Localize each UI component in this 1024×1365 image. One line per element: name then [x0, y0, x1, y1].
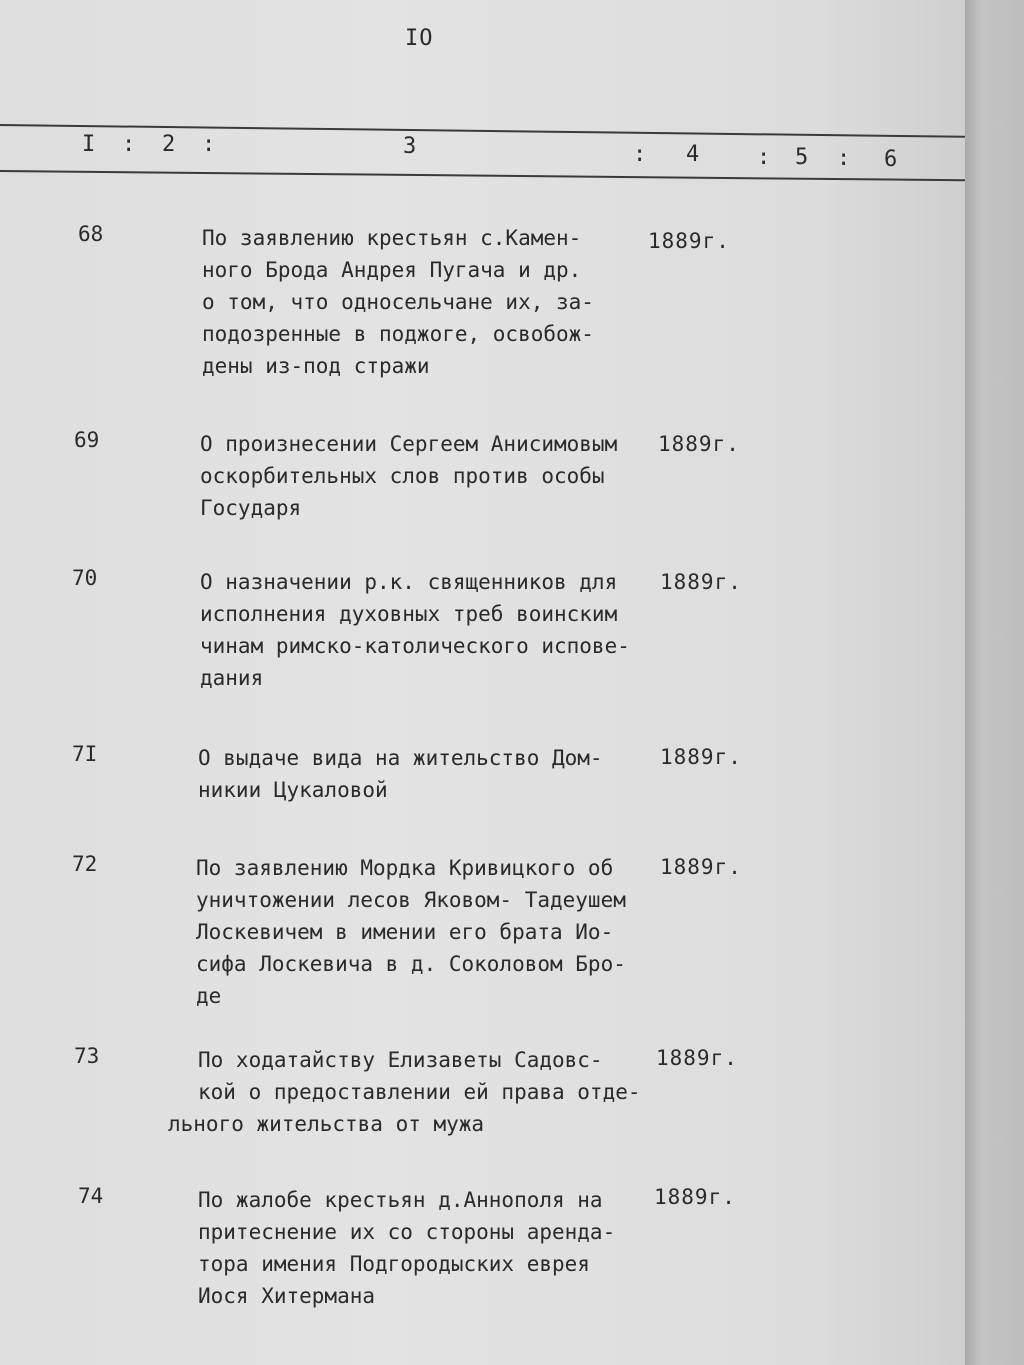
entry-description — [200, 566, 670, 694]
description-line: исполнения духовных треб воинским — [200, 602, 618, 626]
description-line: подозренные в поджоге, освобож- — [202, 322, 594, 346]
description-line: О назначении р.к. священников для — [200, 570, 618, 594]
description-line: Лоскевичем в имении его брата Ио- — [196, 920, 614, 944]
description-line: притеснение их со стороны аренда- — [198, 1220, 616, 1244]
column-header-2: 2 — [162, 132, 176, 157]
entry-description — [168, 1044, 641, 1140]
entry-year: 1889г. — [658, 432, 740, 456]
page-number: IO — [405, 26, 434, 51]
entry-year: 1889г. — [660, 570, 742, 594]
description-line: О произнесении Сергеем Анисимовым — [200, 432, 618, 456]
column-header-6: 6 — [884, 147, 898, 172]
entry-number: 70 — [72, 566, 98, 590]
entry-number: 7I — [72, 742, 98, 766]
description-line: сифа Лоскевича в д. Соколовом Бро- — [196, 952, 626, 976]
description-line: уничтожении лесов Яковом- Тадеушем — [196, 888, 626, 912]
entry-year: 1889г. — [654, 1185, 736, 1209]
entry-number: 74 — [78, 1184, 104, 1208]
description-line: ного Брода Андрея Пугача и др. — [202, 258, 582, 282]
column-separator: : — [837, 146, 851, 171]
entry-year: 1889г. — [648, 229, 730, 253]
description-line: кой о предоставлении ей права отде- — [198, 1080, 641, 1104]
column-header-4: 4 — [686, 142, 700, 167]
entry-number: 69 — [74, 428, 100, 452]
description-line: Иося Хитермана — [198, 1284, 376, 1308]
column-separator: : — [757, 145, 771, 170]
description-line: По заявлению крестьян с.Камен- — [202, 226, 582, 250]
description-line: о том, что односельчане их, за- — [202, 290, 594, 314]
column-separator: : — [202, 132, 216, 157]
entry-description — [196, 852, 666, 1012]
description-line: льного жительства от мужа — [168, 1112, 485, 1136]
column-separator: : — [633, 142, 647, 167]
description-line: Государя — [200, 496, 302, 520]
entry-number: 72 — [72, 852, 98, 876]
description-line: чинам римско-католического испове- — [200, 634, 630, 658]
entry-number: 68 — [78, 222, 104, 246]
column-header-3: 3 — [403, 134, 417, 159]
description-line: никии Цукаловой — [198, 778, 388, 802]
description-line: тора имения Подгородыских еврея — [198, 1252, 590, 1276]
description-line: По заявлению Мордка Кривицкого об — [196, 856, 614, 880]
entry-year: 1889г. — [660, 855, 742, 879]
description-line: де — [196, 984, 222, 1008]
entry-description — [202, 222, 672, 382]
column-header-5: 5 — [795, 145, 809, 170]
description-line: дены из-под стражи — [202, 354, 430, 378]
description-line: оскорбительных слов против особы — [200, 464, 605, 488]
entry-year: 1889г. — [660, 745, 742, 769]
entry-number: 73 — [74, 1044, 100, 1068]
entry-description — [198, 1184, 668, 1312]
description-line: О выдаче вида на жительство Дом- — [198, 746, 603, 770]
entry-description — [198, 742, 668, 806]
column-header-1: I — [82, 132, 96, 157]
description-line: По ходатайству Елизаветы Садовс- — [198, 1048, 603, 1072]
description-line: По жалобе крестьян д.Аннополя на — [198, 1188, 603, 1212]
entry-year: 1889г. — [656, 1046, 738, 1070]
entry-description — [200, 428, 670, 524]
page-edge — [965, 0, 1024, 1365]
column-separator: : — [122, 132, 136, 157]
description-line: дания — [200, 666, 264, 690]
